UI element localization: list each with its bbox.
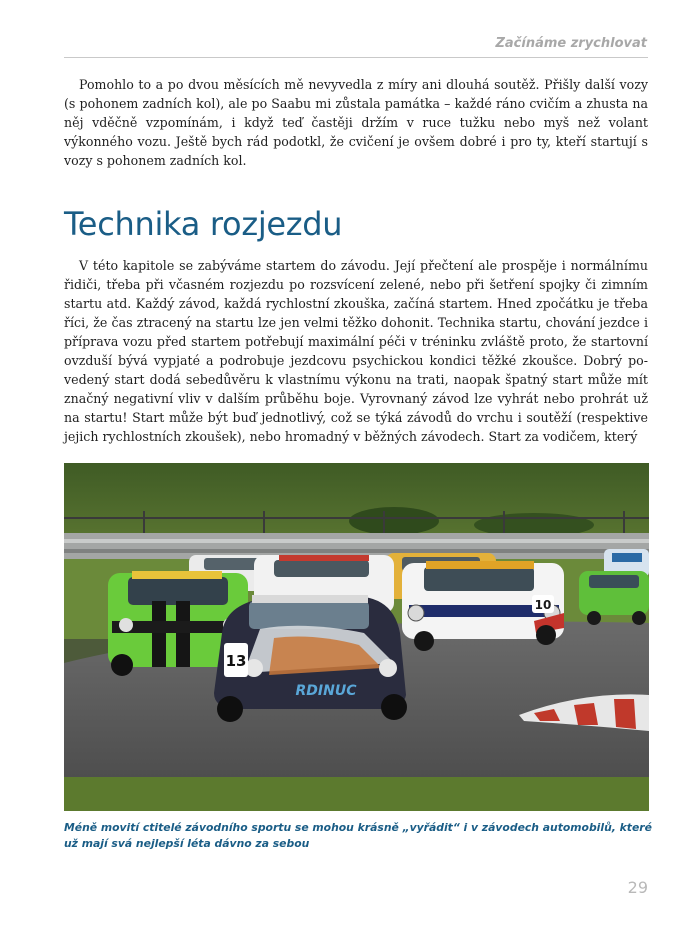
running-header: Začínáme zrychlovat bbox=[495, 36, 647, 51]
lead-car-sponsor: RDINUC bbox=[295, 683, 357, 699]
paragraph-main: V této kapitole se zabýváme startem do závodu. Její přečtení ale prospěje i normálnímu řidiči, třeba při včasném rozjezdu po rozsvícení zelené, nebo při šetření spojky či zimním startu atd. Každý závod, každá rychlostní zkouška, začíná startem. Hned zpočátku je třeba říci, že čas ztracený na startu lze jen velmi těžko dohonit. Technika startu, chování jezdce i příprava vozu před startem potřebují maximální péči v tréninku zvláště proto, že startovní ovzduší bývá vypjaté a podrobuje jezdcovu psychickou kondici těžké zkoušce. Dobrý povedený start dodá sebedůvěru k vlastnímu výkonu na trati, naopak špatný start může mít značný negativní vliv v dalším průběhu boje. Vyrovnaný závod lze vyhrát nebo prohrát už na startu! Start může být buď jednotlivý, což se týká závodů do vrchu i soutěží (respektive jejich rychlostních zkoušek), nebo hromadný v běžných závodech. Start za vodičem, který bbox=[64, 258, 648, 444]
car-lead-number-thirteen bbox=[214, 595, 407, 722]
header-rule bbox=[64, 57, 648, 58]
car-white-number-ten bbox=[402, 561, 564, 651]
paragraph-intro: Pomohlo to a po dvou měsících mě nevyvedla z míry ani dlouhá soutěž. Přišly další vozy (s pohonem zadních kol), ale po Saabu mi zůstala památka – každé ráno cvičím a zhusta na něj vděčně vzpomínám, i když teď častěji držím v ruce tužku nebo myš než volant výkonného vozu. Ještě bych rád podotkl, že cvičení je ovšem dobré i pro ty, kteří startují s vozy s pohonem zadních kol. bbox=[64, 77, 648, 168]
page-number: 29 bbox=[627, 878, 648, 897]
race-photo bbox=[64, 463, 649, 811]
grass-foreground bbox=[64, 777, 649, 811]
bushes bbox=[349, 507, 439, 535]
lead-car-number: 13 bbox=[225, 652, 247, 670]
photo-caption: Méně movití ctitelé závodního sportu se mohou krásně „vyřádit“ i v závodech automobilů, které už mají svá nejlepší léta dávno za sebou bbox=[64, 821, 652, 850]
chapter-title: Technika rozjezdu bbox=[64, 205, 343, 243]
white-car-number: 10 bbox=[534, 598, 552, 612]
